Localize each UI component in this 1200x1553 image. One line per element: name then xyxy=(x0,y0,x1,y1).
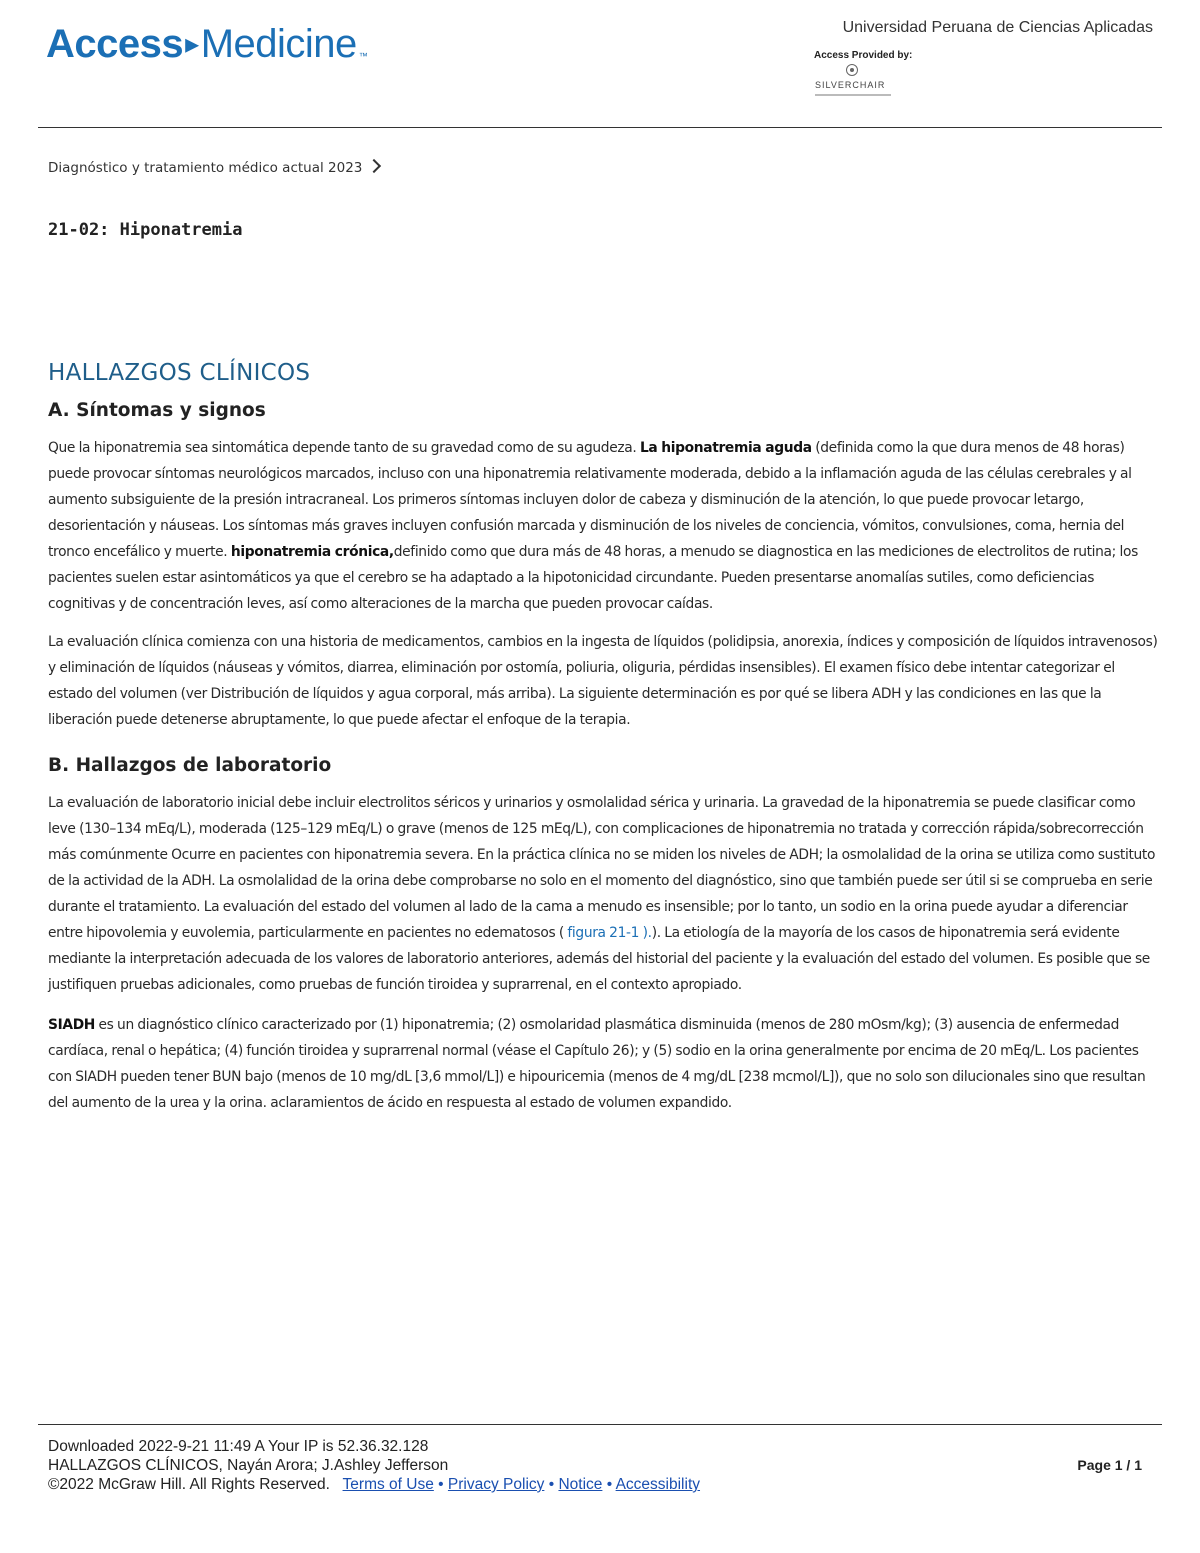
subsection-title-b: B. Hallazgos de laboratorio xyxy=(48,755,332,776)
accessmedicine-logo[interactable] xyxy=(46,14,386,76)
page-number: Page 1 / 1 xyxy=(1077,1457,1142,1473)
text-run: La evaluación de laboratorio inicial debe incluir electrolitos séricos y urinarios y osmolalidad sérica y urinaria. La gravedad de la hiponatremia se puede clasificar como leve (130–134 mEq/L), moderada (125–129 mEq/L) o grave (menos de 125 mEq/L), con complicaciones de hiponatremia no tratada y corrección rápida/sobrecorrección más comúnmente Ocurre en pacientes con hiponatremia severa. En la práctica clínica no se miden los niveles de ADH; la osmolalidad de la orina se utiliza como sustituto de la actividad de la ADH. La osmolalidad de la orina debe comprobarse no solo en el momento del diagnóstico, sino que también puede ser útil si se comprueba en serie durante el tratamiento. La evaluación del estado del volumen al lado de la cama a menudo es insensible; por lo tanto, un sodio en la orina puede ayudar a diferenciar entre hipovolemia y euvolemia, particularmente en pacientes no edematosos ( xyxy=(48,795,1156,941)
text-run: es un diagnóstico clínico caracterizado por (1) hiponatremia; (2) osmolaridad plasmática disminuida (menos de 280 mOsm/kg); (3) ausencia de enfermedad cardíaca, renal o hepática; (4) función tiroidea y suprarrenal normal (véase el Capítulo 26); y (5) sodio en la orina generalmente por encima de 20 mEq/L. Los pacientes con SIADH pueden tener BUN bajo (menos de 10 mg/dL [3,6 mmol/L]) e hipouricemia (menos de 4 mg/dL [238 mcmol/L]), que no solo son dilucionales sino que resultan del aumento de la urea y la orina. aclaramientos de ácido en respuesta al estado de volumen expandido. xyxy=(48,1017,1146,1111)
paragraph-clinical-evaluation: La evaluación clínica comienza con una historia de medicamentos, cambios en la ingesta de líquidos (polidipsia, anorexia, índices y composición de líquidos intravenosos) y eliminación de líquidos (náuseas y vómitos, diarrea, eliminación por ostomía, poliuria, oliguria, pérdidas insensibles). El examen físico debe intentar categorizar el estado del volumen (ver Distribución de líquidos y agua corporal, más arriba). La siguiente determinación es por qué se libera ADH y las condiciones en las que la liberación puede detenerse abruptamente, lo que puede afectar el enfoque de la terapia. xyxy=(48,634,1158,728)
text-run: Que la hiponatremia sea sintomática depende tanto de su gravedad como de su agudeza. xyxy=(48,440,640,456)
copyright: ©2022 McGraw Hill. All Rights Reserved. xyxy=(48,1476,330,1493)
text-run: definido como que dura más de 48 horas, a menudo se diagnostica en las mediciones de electrolitos de rutina; los pacientes suelen estar asintomáticos ya que el cerebro se ha adaptado a la hipotonicidad circundante. Pueden presentarse anomalías sutiles, como deficiencias cognitivas y de concentración leves, así como alteraciones de la marcha que pueden provocar caídas. xyxy=(48,544,1138,612)
figure-21-1-link[interactable]: figura 21-1 ). xyxy=(567,925,652,941)
bold-term-siadh: SIADH xyxy=(48,1017,95,1033)
logo-trademark: ™ xyxy=(358,51,368,61)
page-header xyxy=(0,0,1200,128)
bold-term-chronic: hiponatremia crónica, xyxy=(230,544,394,560)
chapter-title: 21-02: Hiponatremia xyxy=(48,220,243,240)
logo-arrow-icon: ▸ xyxy=(185,28,199,59)
subsection-title-a: A. Síntomas y signos xyxy=(48,400,266,421)
article-content xyxy=(48,360,1158,1128)
notice-link[interactable]: Notice xyxy=(558,1476,603,1493)
text-run: (definida como la que dura menos de 48 horas) puede provocar síntomas neurológicos marcados, incluso con una hiponatremia relativamente moderada, debido a la inflamación aguda de las células cerebrales y al aumento subsiguiente de la presión intracraneal. Los primeros síntomas incluyen dolor de cabeza y disminución de la atención, lo que puede provocar letargo, desorientación y náuseas. Los síntomas más graves incluyen confusión marcada y disminución de los niveles de conciencia, vómitos, convulsiones, coma, hernia del tronco encefálico y muerte. xyxy=(48,440,1132,560)
separator: • xyxy=(548,1476,555,1493)
page-footer xyxy=(48,1437,1152,1494)
silverchair-icon xyxy=(846,64,858,76)
logo-medicine-word: Medicine xyxy=(200,22,357,66)
breadcrumb-book-title[interactable]: Diagnóstico y tratamiento médico actual 2023 xyxy=(48,160,363,176)
paragraph-laboratory xyxy=(48,790,1158,998)
download-info: Downloaded 2022-9-21 11:49 A Your IP is 52.36.32.128 xyxy=(48,1438,429,1455)
bold-term-acute: La hiponatremia aguda xyxy=(639,440,812,456)
privacy-policy-link[interactable]: Privacy Policy xyxy=(447,1476,545,1493)
section-title: HALLAZGOS CLÍNICOS xyxy=(48,360,311,386)
footer-links-row xyxy=(48,1475,1152,1494)
text-run: ). La etiología de la mayoría de los casos de hiponatremia será evidente mediante la interpretación adecuada de los valores de laboratorio anteriores, además del historial del paciente y la evaluación del estado del volumen. Es posible que se justifiquen pruebas adicionales, como pruebas de función tiroidea y suprarrenal, en el contexto apropiado. xyxy=(48,925,1150,993)
separator: • xyxy=(438,1476,444,1493)
footer-divider xyxy=(38,1424,1162,1425)
logo-access-word: Access xyxy=(46,22,184,66)
citation: HALLAZGOS CLÍNICOS, Nayán Arora; J.Ashley Jefferson xyxy=(48,1457,449,1474)
silverchair-logo: SILVERCHAIR xyxy=(815,80,886,90)
chevron-right-icon xyxy=(367,159,381,173)
separator: • xyxy=(606,1476,613,1493)
institution-name: Universidad Peruana de Ciencias Aplicadas xyxy=(842,19,1153,36)
silverchair-tagline-bar xyxy=(815,94,891,96)
access-provided-by-label: Access Provided by: xyxy=(814,50,913,61)
breadcrumb[interactable] xyxy=(48,160,379,176)
paragraph-siadh xyxy=(48,1012,1158,1116)
accessibility-link[interactable]: Accessibility xyxy=(615,1476,701,1493)
header-divider xyxy=(38,127,1162,128)
terms-of-use-link[interactable]: Terms of Use xyxy=(342,1476,434,1493)
paragraph-symptoms xyxy=(48,435,1158,617)
